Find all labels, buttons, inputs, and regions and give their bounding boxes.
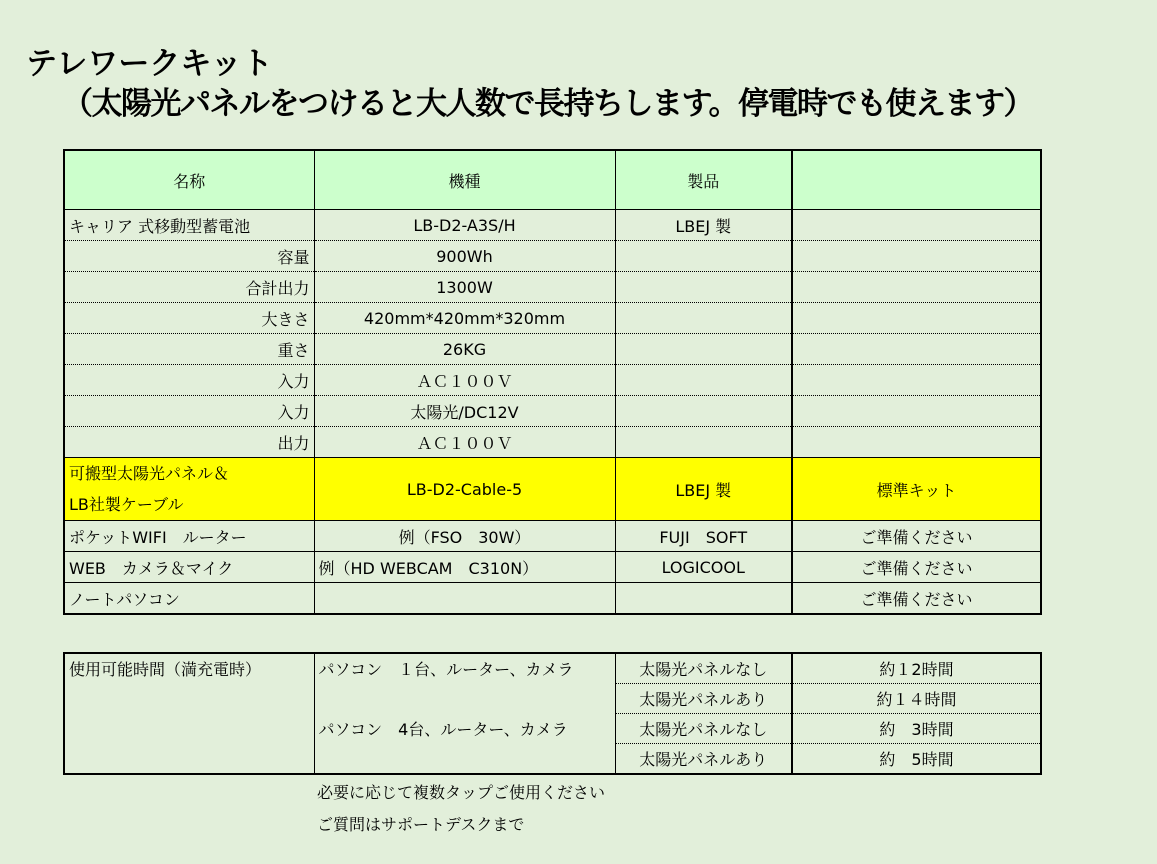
cell-name-line1: 可搬型太陽光パネル＆	[69, 464, 230, 483]
cell-model: 26KG	[314, 334, 615, 365]
cell-product	[615, 396, 792, 427]
usage-condition: 太陽光パネルなし	[615, 653, 792, 684]
usage-config: パソコン 4台、ルーター、カメラ	[314, 714, 615, 775]
table-row	[64, 365, 1041, 396]
cell-name: キャリア 式移動型蓄電池	[64, 210, 314, 241]
table-row	[64, 334, 1041, 365]
table-row	[64, 303, 1041, 334]
note-power-strip: 必要に応じて複数タップご使用ください	[317, 783, 606, 802]
cell-name: ノートパソコン	[64, 583, 314, 615]
cell-name: 容量	[64, 241, 314, 272]
page-subtitle: （太陽光パネルをつけると大人数で長持ちします。停電時でも使えます）	[62, 86, 1034, 122]
cell-name: WEB カメラ＆マイク	[64, 552, 314, 583]
usage-condition: 太陽光パネルなし	[615, 714, 792, 744]
cell-model	[314, 583, 615, 615]
header-model: 機種	[314, 150, 615, 210]
page-title: テレワークキット	[26, 46, 273, 82]
table-row	[64, 552, 1041, 583]
cell-name-line2: LB社製ケーブル	[69, 495, 184, 514]
header-product: 製品	[615, 150, 792, 210]
usage-time: 約 5時間	[792, 744, 1041, 775]
cell-name: ポケットWIFI ルーター	[64, 521, 314, 552]
cell-note	[792, 303, 1041, 334]
cell-model: 1300W	[314, 272, 615, 303]
table-row	[64, 583, 1041, 615]
usage-time: 約１４時間	[792, 684, 1041, 714]
cell-name: 出力	[64, 427, 314, 458]
table-row	[64, 396, 1041, 427]
cell-note	[792, 396, 1041, 427]
cell-product	[615, 583, 792, 615]
cell-note: 標準キット	[792, 458, 1041, 521]
cell-name: 合計出力	[64, 272, 314, 303]
usage-time-table	[63, 652, 1042, 775]
cell-product	[615, 272, 792, 303]
header-note	[792, 150, 1041, 210]
cell-model: 例（FSO 30W）	[314, 521, 615, 552]
spec-table	[63, 149, 1042, 615]
usage-time: 約 3時間	[792, 714, 1041, 744]
cell-name: 入力	[64, 396, 314, 427]
cell-product	[615, 365, 792, 396]
usage-condition: 太陽光パネルあり	[615, 744, 792, 775]
cell-model: LB-D2-A3S/H	[314, 210, 615, 241]
table-row	[64, 521, 1041, 552]
usage-config: パソコン １台、ルーター、カメラ	[314, 653, 615, 714]
note-support-desk: ご質問はサポートデスクまで	[317, 815, 525, 834]
usage-time: 約１2時間	[792, 653, 1041, 684]
table-row-highlighted	[64, 458, 1041, 521]
cell-model: 420mm*420mm*320mm	[314, 303, 615, 334]
cell-model: 例（HD WEBCAM C310N）	[314, 552, 615, 583]
table-row	[64, 241, 1041, 272]
cell-name: 大きさ	[64, 303, 314, 334]
cell-note	[792, 365, 1041, 396]
cell-name: 重さ	[64, 334, 314, 365]
cell-note: ご準備ください	[792, 583, 1041, 615]
cell-note	[792, 334, 1041, 365]
cell-note	[792, 427, 1041, 458]
table-row	[64, 210, 1041, 241]
cell-note	[792, 241, 1041, 272]
cell-model: LB-D2-Cable-5	[314, 458, 615, 521]
header-name: 名称	[64, 150, 314, 210]
cell-name	[64, 458, 314, 521]
cell-model: ＡＣ１００Ｖ	[314, 427, 615, 458]
cell-product	[615, 427, 792, 458]
usage-condition: 太陽光パネルあり	[615, 684, 792, 714]
cell-product: LOGICOOL	[615, 552, 792, 583]
cell-note	[792, 210, 1041, 241]
table-row	[64, 653, 1041, 684]
cell-product: LBEJ 製	[615, 458, 792, 521]
table-header-row	[64, 150, 1041, 210]
cell-product: LBEJ 製	[615, 210, 792, 241]
table-row	[64, 272, 1041, 303]
cell-name: 入力	[64, 365, 314, 396]
cell-model: 太陽光/DC12V	[314, 396, 615, 427]
cell-model: 900Wh	[314, 241, 615, 272]
cell-product	[615, 334, 792, 365]
cell-note: ご準備ください	[792, 521, 1041, 552]
cell-product	[615, 303, 792, 334]
cell-note	[792, 272, 1041, 303]
cell-product	[615, 241, 792, 272]
cell-note: ご準備ください	[792, 552, 1041, 583]
cell-model: ＡＣ１００Ｖ	[314, 365, 615, 396]
cell-product: FUJI SOFT	[615, 521, 792, 552]
table-row	[64, 427, 1041, 458]
usage-label: 使用可能時間（満充電時）	[64, 653, 314, 774]
